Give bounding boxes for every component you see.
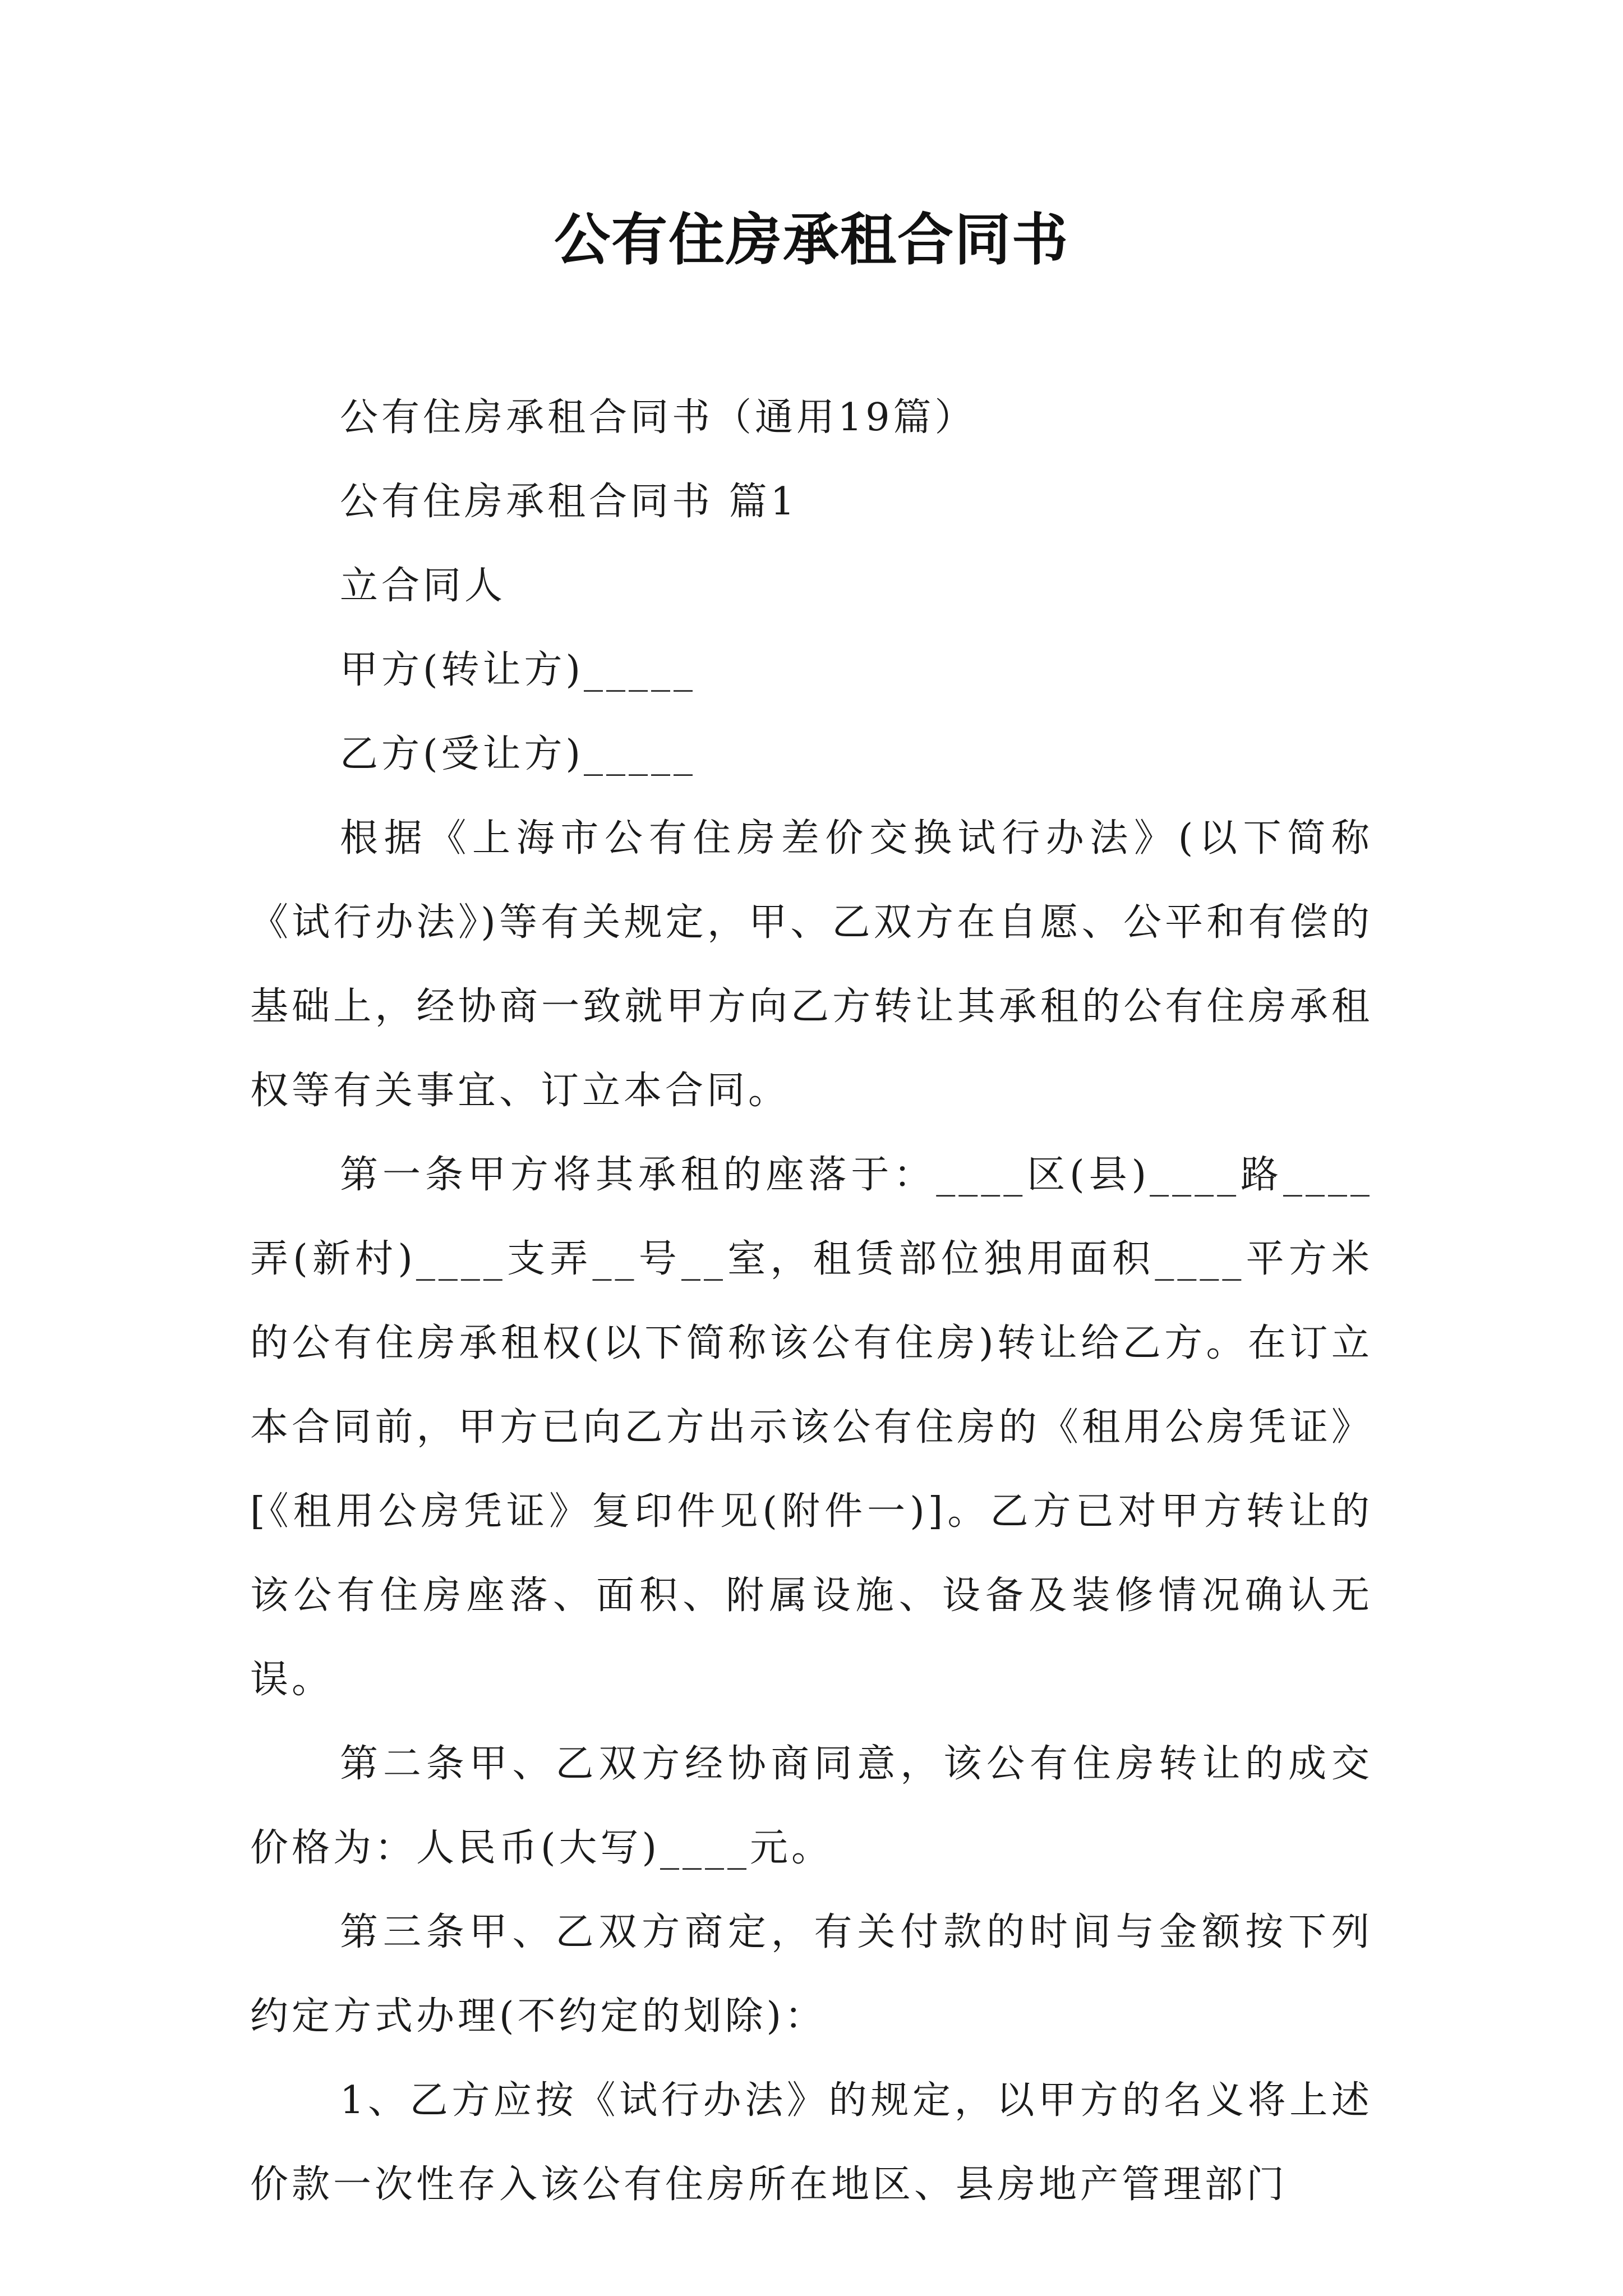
parties-heading: 立合同人	[340, 564, 506, 608]
article-1-paragraph: 第一条甲方将其承租的座落于：____区(县)____路____弄(新村)____支弄__号__室，租赁部位独用面积____平方米的公有住房承租权(以下简称该公有住房)转让给乙方。在订立本合同前，甲方已向乙方出示该公有住房的《租用公房凭证》[《租用公房凭证》复印件见(附件一)]。乙方已对甲方转让的该公有住房座落、面积、附属设施、设备及装修情况确认无误。	[250, 1153, 1373, 1702]
party-a-line: 甲方(转让方)_____	[340, 648, 697, 692]
page-title: 公有住房承租合同书	[554, 207, 1069, 273]
clause-1-paragraph: 1、乙方应按《试行办法》的规定，以甲方的名义将上述价款一次性存入该公有住房所在地区、县房地产管理部门	[250, 2078, 1373, 2207]
article-3-paragraph: 第三条甲、乙双方商定，有关付款的时间与金额按下列约定方式办理(不约定的划除)：	[250, 1910, 1373, 2039]
subtitle-paragraph: 公有住房承租合同书（通用19篇）	[340, 395, 976, 440]
preamble-paragraph: 根据《上海市公有住房差价交换试行办法》(以下简称《试行办法》)等有关规定，甲、乙双方在自愿、公平和有偿的基础上，经协商一致就甲方向乙方转让其承租的公有住房承租权等有关事宜、订立本合同。	[250, 816, 1373, 1113]
party-b-line: 乙方(受让方)_____	[340, 732, 697, 776]
section-heading: 公有住房承租合同书 篇1	[340, 480, 798, 524]
article-2-paragraph: 第二条甲、乙双方经协商同意，该公有住房转让的成交价格为：人民币(大写)____元。	[250, 1742, 1373, 1870]
document-body	[250, 376, 1373, 2227]
